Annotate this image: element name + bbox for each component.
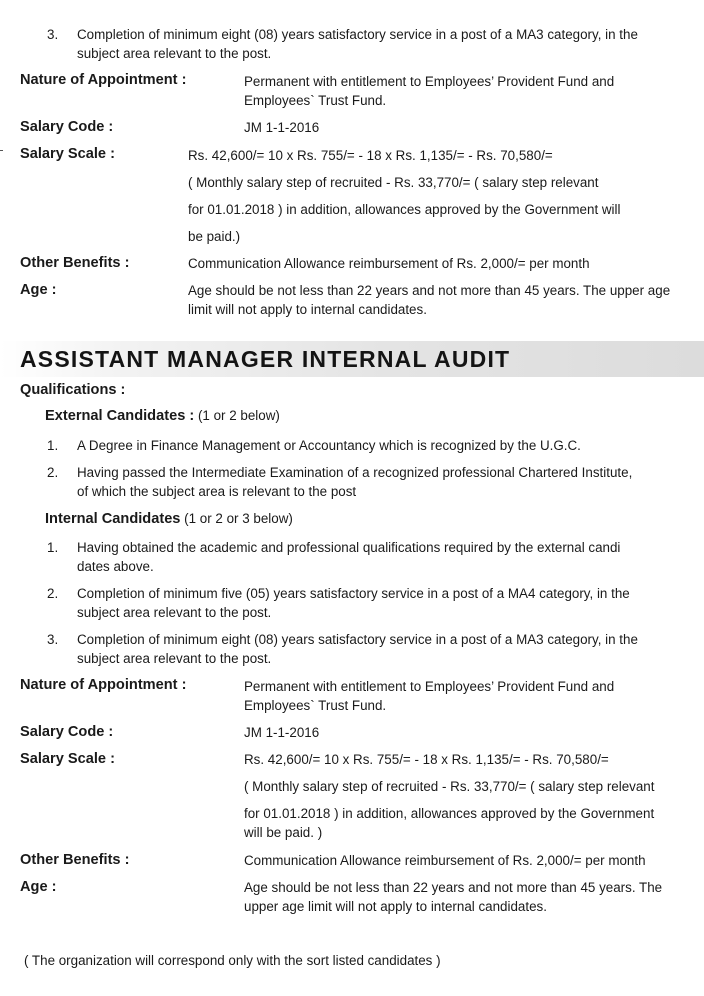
field-value: for 01.01.2018 ) in addition, allowances approved by the Government will	[188, 202, 621, 217]
field-value: ( Monthly salary step of recruited - Rs. 33,770/= ( salary step relevant	[244, 779, 655, 794]
field-label-other-benefits: Other Benefits :	[20, 852, 130, 868]
list-number: 1.	[47, 540, 59, 555]
internal-candidates-note: (1 or 2 or 3 below)	[180, 511, 293, 526]
field-label-salary-code: Salary Code :	[20, 724, 114, 740]
field-label-nature-of-appointment: Nature of Appointment :	[20, 72, 187, 88]
field-value: JM 1-1-2016	[244, 725, 320, 740]
external-candidates-label: External Candidates :	[45, 408, 195, 424]
list-number: 3.	[47, 27, 59, 42]
internal-candidates-heading	[45, 509, 293, 529]
internal-candidates-label: Internal Candidates	[45, 511, 181, 527]
list-item-text: Completion of minimum five (05) years satisfactory service in a post of a MA4 category, in the	[77, 586, 630, 601]
list-item-text: Completion of minimum eight (08) years satisfactory service in a post of a MA3 category, in the	[77, 632, 638, 647]
field-value: Permanent with entitlement to Employees’ Provident Fund and	[244, 679, 615, 694]
field-value: Employees` Trust Fund.	[244, 698, 387, 713]
field-label-age: Age :	[20, 282, 57, 298]
field-value: Rs. 42,600/= 10 x Rs. 755/= - 18 x Rs. 1,135/= - Rs. 70,580/=	[188, 148, 553, 163]
field-value: Employees` Trust Fund.	[244, 93, 387, 108]
external-candidates-note: (1 or 2 below)	[194, 408, 280, 423]
field-label-age: Age :	[20, 879, 57, 895]
field-label-salary-scale: Salary Scale :	[20, 146, 115, 162]
field-value: Rs. 42,600/= 10 x Rs. 755/= - 18 x Rs. 1,135/= - Rs. 70,580/=	[244, 752, 609, 767]
list-number: 2.	[47, 586, 59, 601]
external-candidates-heading	[45, 406, 280, 426]
field-label-salary-code: Salary Code :	[20, 119, 114, 135]
list-item-text: subject area relevant to the post.	[77, 605, 272, 620]
list-item-text: A Degree in Finance Management or Accountancy which is recognized by the U.G.C.	[77, 438, 581, 453]
field-label-salary-scale: Salary Scale :	[20, 751, 115, 767]
field-value: Age should be not less than 22 years and not more than 45 years. The upper age	[188, 283, 671, 298]
list-item-text: Having obtained the academic and professional qualifications required by the external candi	[77, 540, 621, 555]
margin-mark	[0, 150, 3, 151]
list-number: 3.	[47, 632, 59, 647]
field-value: Age should be not less than 22 years and not more than 45 years. The	[244, 880, 663, 895]
footer-note: ( The organization will correspond only with the sort listed candidates )	[24, 953, 441, 968]
list-item-text: subject area relevant to the post.	[77, 651, 272, 666]
field-label-other-benefits: Other Benefits :	[20, 255, 130, 271]
field-value: for 01.01.2018 ) in addition, allowances approved by the Government	[244, 806, 655, 821]
list-item-text: Completion of minimum eight (08) years satisfactory service in a post of a MA3 category, in the	[77, 27, 638, 42]
list-item-text: Having passed the Intermediate Examination of a recognized professional Chartered Institute,	[77, 465, 633, 480]
list-number: 2.	[47, 465, 59, 480]
field-value: ( Monthly salary step of recruited - Rs. 33,770/= ( salary step relevant	[188, 175, 599, 190]
field-value: will be paid. )	[244, 825, 323, 840]
section-title: ASSISTANT MANAGER INTERNAL AUDIT	[20, 346, 511, 372]
field-value: upper age limit will not apply to internal candidates.	[244, 899, 547, 914]
field-value: Communication Allowance reimbursement of Rs. 2,000/= per month	[188, 256, 590, 271]
list-item-text: subject area relevant to the post.	[77, 46, 272, 61]
field-value: JM 1-1-2016	[244, 120, 320, 135]
field-label-nature-of-appointment: Nature of Appointment :	[20, 677, 187, 693]
list-item-text: of which the subject area is relevant to the post	[77, 484, 357, 499]
field-value: be paid.)	[188, 229, 241, 244]
field-value: Communication Allowance reimbursement of Rs. 2,000/= per month	[244, 853, 646, 868]
list-number: 1.	[47, 438, 59, 453]
field-value: Permanent with entitlement to Employees’ Provident Fund and	[244, 74, 615, 89]
field-value: limit will not apply to internal candidates.	[188, 302, 427, 317]
qualifications-heading: Qualifications :	[20, 382, 126, 398]
list-item-text: dates above.	[77, 559, 154, 574]
